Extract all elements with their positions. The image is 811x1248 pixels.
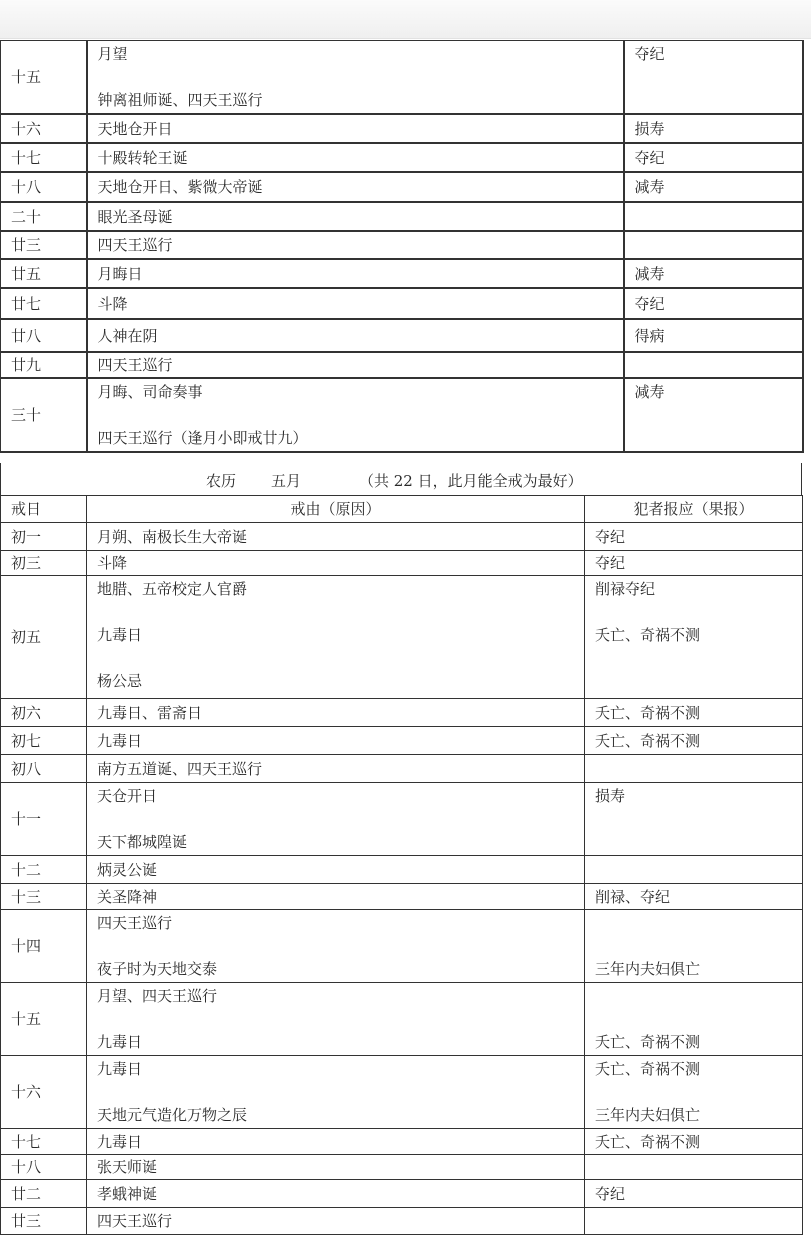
month-note: （共 22 日，此月能全戒为最好） bbox=[359, 472, 583, 490]
table-cell: 张天师诞 bbox=[87, 1155, 585, 1180]
table-cell: 十六 bbox=[1, 114, 87, 143]
table-cell bbox=[585, 983, 803, 1056]
table-cell: 十五 bbox=[1, 983, 87, 1056]
table-row bbox=[1, 910, 803, 983]
table-cell: 三十 bbox=[1, 378, 87, 452]
cell-text: 三年内夫妇俱亡 bbox=[595, 1106, 701, 1124]
table-cell: 夭亡、奇祸不测 bbox=[585, 1129, 803, 1155]
cell-text: 九毒日 bbox=[97, 626, 143, 644]
table-cell bbox=[585, 783, 803, 856]
table-cell: 十七 bbox=[1, 143, 87, 172]
table-cell: 初一 bbox=[1, 523, 87, 551]
table-row bbox=[1, 1129, 803, 1155]
table-row bbox=[1, 699, 803, 727]
table-cell: 斗降 bbox=[87, 288, 624, 319]
table-cell: 得病 bbox=[624, 319, 803, 352]
table-cell: 初五 bbox=[1, 576, 87, 699]
table-cell: 十八 bbox=[1, 1155, 87, 1180]
cell-text: 三年内夫妇俱亡 bbox=[595, 960, 701, 978]
table-row bbox=[1, 352, 803, 378]
cell-text: 夭亡、奇祸不测 bbox=[595, 626, 701, 644]
table-row bbox=[1, 523, 803, 551]
table-cell: 九毒日 bbox=[87, 727, 585, 755]
table-row bbox=[1, 114, 803, 143]
table-cell bbox=[585, 1208, 803, 1235]
table-row bbox=[1, 983, 803, 1056]
table-cell bbox=[87, 783, 585, 856]
cell-text: 月晦、司命奏事 bbox=[97, 383, 203, 401]
table-cell: 廿八 bbox=[1, 319, 87, 352]
table-cell: 削禄、夺纪 bbox=[585, 884, 803, 910]
table-cell bbox=[624, 231, 803, 259]
table-cell: 夺纪 bbox=[585, 1180, 803, 1208]
table-cell bbox=[87, 1056, 585, 1129]
table-cell: 减寿 bbox=[624, 378, 803, 452]
table-row bbox=[1, 1208, 803, 1235]
table-cell: 夭亡、奇祸不测 bbox=[585, 699, 803, 727]
table-cell: 夺纪 bbox=[585, 551, 803, 576]
table-cell bbox=[624, 352, 803, 378]
table-row bbox=[1, 288, 803, 319]
cell-text: 损寿 bbox=[595, 787, 626, 805]
table-cell: 廿七 bbox=[1, 288, 87, 319]
table-cell: 月朔、南极长生大帝诞 bbox=[87, 523, 585, 551]
reason-cell bbox=[87, 378, 624, 452]
table-cell: 廿三 bbox=[1, 231, 87, 259]
table-cell: 南方五道诞、四天王巡行 bbox=[87, 755, 585, 783]
table-cell: 夺纪 bbox=[624, 288, 803, 319]
table-cell: 天地仓开日 bbox=[87, 114, 624, 143]
table-row bbox=[1, 783, 803, 856]
cell-text: 夜子时为天地交泰 bbox=[97, 960, 218, 978]
table-cell: 关圣降神 bbox=[87, 884, 585, 910]
table-cell: 斗降 bbox=[87, 551, 585, 576]
cell-text: 钟离祖师诞、四天王巡行 bbox=[97, 91, 263, 109]
table-cell: 月晦日 bbox=[87, 259, 624, 288]
cell-text: 夭亡、奇祸不测 bbox=[595, 1060, 701, 1078]
table-cell: 十一 bbox=[1, 783, 87, 856]
table-cell: 十八 bbox=[1, 172, 87, 202]
table-cell bbox=[585, 576, 803, 699]
table-cell: 四天王巡行 bbox=[87, 231, 624, 259]
table-cell: 十六 bbox=[1, 1056, 87, 1129]
table-cell: 廿三 bbox=[1, 1208, 87, 1235]
table-cell: 十殿转轮王诞 bbox=[87, 143, 624, 172]
table-cell bbox=[585, 856, 803, 884]
cell-text: 月望、四天王巡行 bbox=[97, 987, 218, 1005]
header-day: 戒日 bbox=[1, 496, 87, 523]
table-cell bbox=[87, 576, 585, 699]
table-cell: 天地仓开日、紫微大帝诞 bbox=[87, 172, 624, 202]
cell-text: 天下都城隍诞 bbox=[97, 833, 188, 851]
table-cell: 廿二 bbox=[1, 1180, 87, 1208]
table-cell: 人神在阴 bbox=[87, 319, 624, 352]
cell-text: 月望 bbox=[97, 45, 128, 63]
table-row bbox=[1, 378, 803, 452]
table-row bbox=[1, 143, 803, 172]
table-row bbox=[1, 1056, 803, 1129]
month-label: 五月 bbox=[271, 472, 302, 490]
table-cell bbox=[585, 910, 803, 983]
table-row bbox=[1, 576, 803, 699]
cell-text: 地腊、五帝校定人官爵 bbox=[97, 580, 248, 598]
table-cell: 减寿 bbox=[624, 259, 803, 288]
may-fast-days-table bbox=[0, 495, 803, 1235]
header-result: 犯者报应（果报） bbox=[585, 496, 803, 523]
table-cell: 初六 bbox=[1, 699, 87, 727]
table-cell: 夭亡、奇祸不测 bbox=[585, 727, 803, 755]
cell-text: 天仓开日 bbox=[97, 787, 158, 805]
table-cell: 炳灵公诞 bbox=[87, 856, 585, 884]
table-cell: 十七 bbox=[1, 1129, 87, 1155]
browser-top-strip bbox=[0, 0, 811, 39]
table-cell bbox=[624, 202, 803, 231]
header-reason: 戒由（原因） bbox=[87, 496, 585, 523]
table-cell: 十二 bbox=[1, 856, 87, 884]
table-row bbox=[1, 172, 803, 202]
table-cell bbox=[87, 983, 585, 1056]
table-row bbox=[1, 884, 803, 910]
cell-text: 削禄夺纪 bbox=[595, 580, 656, 598]
may-section-title bbox=[0, 463, 802, 495]
table-row bbox=[1, 1155, 803, 1180]
table-cell: 九毒日、雷斋日 bbox=[87, 699, 585, 727]
day-cell: 十五 bbox=[1, 41, 87, 115]
table-cell: 十三 bbox=[1, 884, 87, 910]
table-cell: 初七 bbox=[1, 727, 87, 755]
table-cell: 四天王巡行 bbox=[87, 1208, 585, 1235]
table-cell: 廿五 bbox=[1, 259, 87, 288]
table-cell bbox=[585, 755, 803, 783]
table-row bbox=[1, 319, 803, 352]
table-row bbox=[1, 41, 803, 115]
table-cell: 初八 bbox=[1, 755, 87, 783]
table-cell bbox=[585, 1056, 803, 1129]
table-row bbox=[1, 727, 803, 755]
table-row bbox=[1, 1180, 803, 1208]
table-cell: 损寿 bbox=[624, 114, 803, 143]
april-fast-days-table bbox=[0, 40, 804, 453]
cell-text: 九毒日 bbox=[97, 1060, 143, 1078]
table-row bbox=[1, 856, 803, 884]
table-row bbox=[1, 202, 803, 231]
cell-text: 九毒日 bbox=[97, 1033, 143, 1051]
calendar-label: 农历 bbox=[206, 472, 237, 490]
table-cell: 九毒日 bbox=[87, 1129, 585, 1155]
table-row bbox=[1, 259, 803, 288]
table-cell: 眼光圣母诞 bbox=[87, 202, 624, 231]
cell-text: 四天王巡行 bbox=[97, 914, 173, 932]
cell-text: 四天王巡行（逢月小即戒廿九） bbox=[97, 429, 308, 447]
table-cell: 廿九 bbox=[1, 352, 87, 378]
table-cell: 夺纪 bbox=[585, 523, 803, 551]
result-cell: 夺纪 bbox=[624, 41, 803, 115]
table-header-row bbox=[1, 496, 803, 523]
table-cell: 二十 bbox=[1, 202, 87, 231]
table-row bbox=[1, 551, 803, 576]
table-cell: 减寿 bbox=[624, 172, 803, 202]
table-cell: 孝蛾神诞 bbox=[87, 1180, 585, 1208]
table-cell: 初三 bbox=[1, 551, 87, 576]
table-row bbox=[1, 231, 803, 259]
reason-cell bbox=[87, 41, 624, 115]
table-cell: 四天王巡行 bbox=[87, 352, 624, 378]
table-row bbox=[1, 755, 803, 783]
table-cell bbox=[585, 1155, 803, 1180]
table-cell: 十四 bbox=[1, 910, 87, 983]
table-cell: 夺纪 bbox=[624, 143, 803, 172]
cell-text: 夭亡、奇祸不测 bbox=[595, 1033, 701, 1051]
table-cell bbox=[87, 910, 585, 983]
cell-text: 天地元气造化万物之辰 bbox=[97, 1106, 248, 1124]
cell-text: 杨公忌 bbox=[97, 672, 143, 690]
